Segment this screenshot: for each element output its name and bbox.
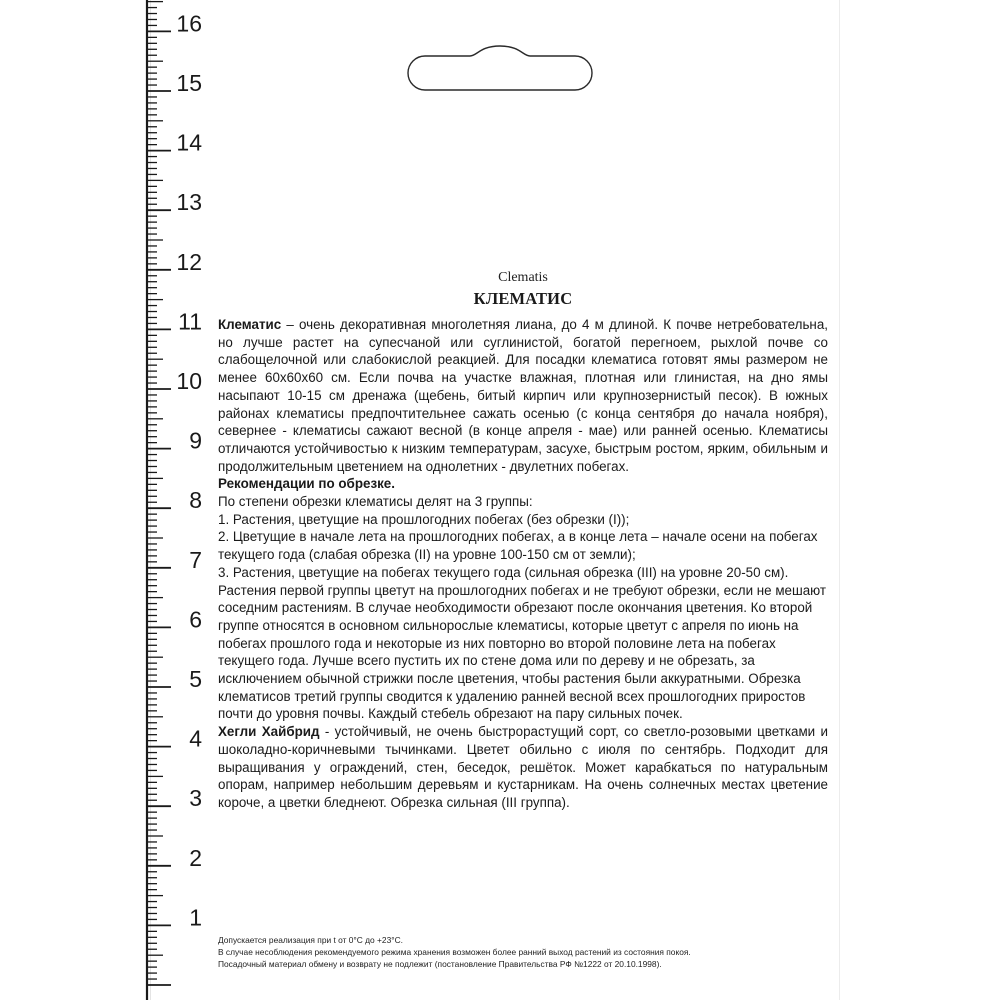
ruler-labels [176,10,202,930]
product-title: КЛЕМАТИС [473,289,573,308]
storage-note-temperature: Допускается реализация при t от 0°C до +23°C. [218,935,403,945]
planting-instructions [218,316,828,812]
ruler-label-6: 6 [189,606,202,633]
variety-name: Хегли Хайбрид [218,724,320,740]
pruning-details: Растения первой группы цветут на прошлогодних побегах и не требуют обрезки, если не мешают соседним растениям. В случае необходимости обрезают после окончания цветения. Ко второй группе относятся в основном сильнорослые клематисы, которые цветут с апреля по июнь на побегах прошлого года и некоторые из них повторно во второй половине лета на побегах текущего года. Лучше всего пустить их по стене дома или по дереву и не обрезать, за исключением обычной стрижки после цветения, чтобы растения были аккуратными. Обрезка клематисов третий группы сводится к удалению ранней весной всех прошлогодних приростов почти до уровня почвы. Каждый стебель обрезают на пару сильных почек. [218,582,827,722]
ruler-label-4: 4 [189,725,202,752]
ruler-label-8: 8 [189,487,202,514]
ruler-label-3: 3 [189,785,202,812]
ruler-label-10: 10 [176,368,202,394]
centimeter-ruler [0,0,215,1000]
ruler-label-11: 11 [178,308,202,335]
storage-notes [218,934,838,970]
ruler-label-12: 12 [176,248,202,275]
pruning-intro: По степени обрезки клематисы делят на 3 группы: [218,494,533,510]
storage-note-dormancy: В случае несоблюдения рекомендуемого режима хранения возможен более ранний выход растений из состояния покоя. [218,947,691,957]
pruning-group-2: 2. Цветущие в начале лета на прошлогодних побегах, а в конце лета – начале осени на побегах текущего года (слабая обрезка (II) на уровне 100-150 см от земли); [218,529,818,563]
pruning-group-1: 1. Растения, цветущие на прошлогодних побегах (без обрезки (I)); [218,511,630,527]
pruning-heading: Рекомендации по обрезке. [218,476,395,492]
ruler-label-1: 1 [189,904,202,931]
hang-hole-outline [405,42,595,92]
variety-description: - устойчивый, не очень быстрорастущий сорт, со светло-розовыми цветками и шоколадно-коричневыми тычинками. Цветет обильно с июля по сентябрь. Подходит для выращивания у ограждений, стен, беседок, решёток. Может карабкаться по натуральным опорам, например небольшим деревьям и кустарникам. На очень солнечных местах цветение короче, а цветки бледнеют. Обрезка сильная (III группа). [218,724,828,810]
ruler-ticks [147,2,171,985]
description-lead: Клематис [218,317,282,332]
variety-paragraph [218,723,828,812]
ruler-label-14: 14 [176,129,202,156]
description-text: – очень декоративная многолетняя лиана, до 4 м длиной. К почве нетребовательна, но лучше растет на супесчаной или суглинистой, богатой перегноем, рыхлой почве со слабощелочной или слабокислой реакцией. Для посадки клематиса готовят ямы размером не менее 60х60х60 см. Если почва на участке влажная, плотная или глинистая, на дно ямы насыпают 10-15 см дренажа (щебень, битый кирпич или крупнозернистый песок). В южных районах клематисы предпочтительнее сажать осенью (с конца сентября до начала ноября), севернее - клематисы сажают весной (в конце апреля - мае) или ранней осенью. Клематисы отличаются устойчивостью к низким температурам, засухе, быстрым ростом, ярким, обильным и продолжительным цветением на однолетних - двулетних побегах. [218,317,828,474]
ruler-label-2: 2 [189,844,202,871]
pruning-group-3: 3. Растения, цветущие на побегах текущего года (сильная обрезка (III) на уровне 20-50 см). [218,564,789,580]
ruler-label-15: 15 [176,70,202,96]
ruler-label-5: 5 [189,666,202,692]
storage-note-return-policy: Посадочный материал обмену и возврату не подлежит (постановление Правительства РФ №1222 от 20.10.1998). [218,959,662,969]
ruler-label-7: 7 [189,546,202,573]
ruler-label-9: 9 [189,427,202,454]
latin-name: Clematis [498,270,548,285]
description-paragraph [218,316,828,475]
ruler-label-16: 16 [176,10,202,37]
ruler-label-13: 13 [176,189,202,216]
